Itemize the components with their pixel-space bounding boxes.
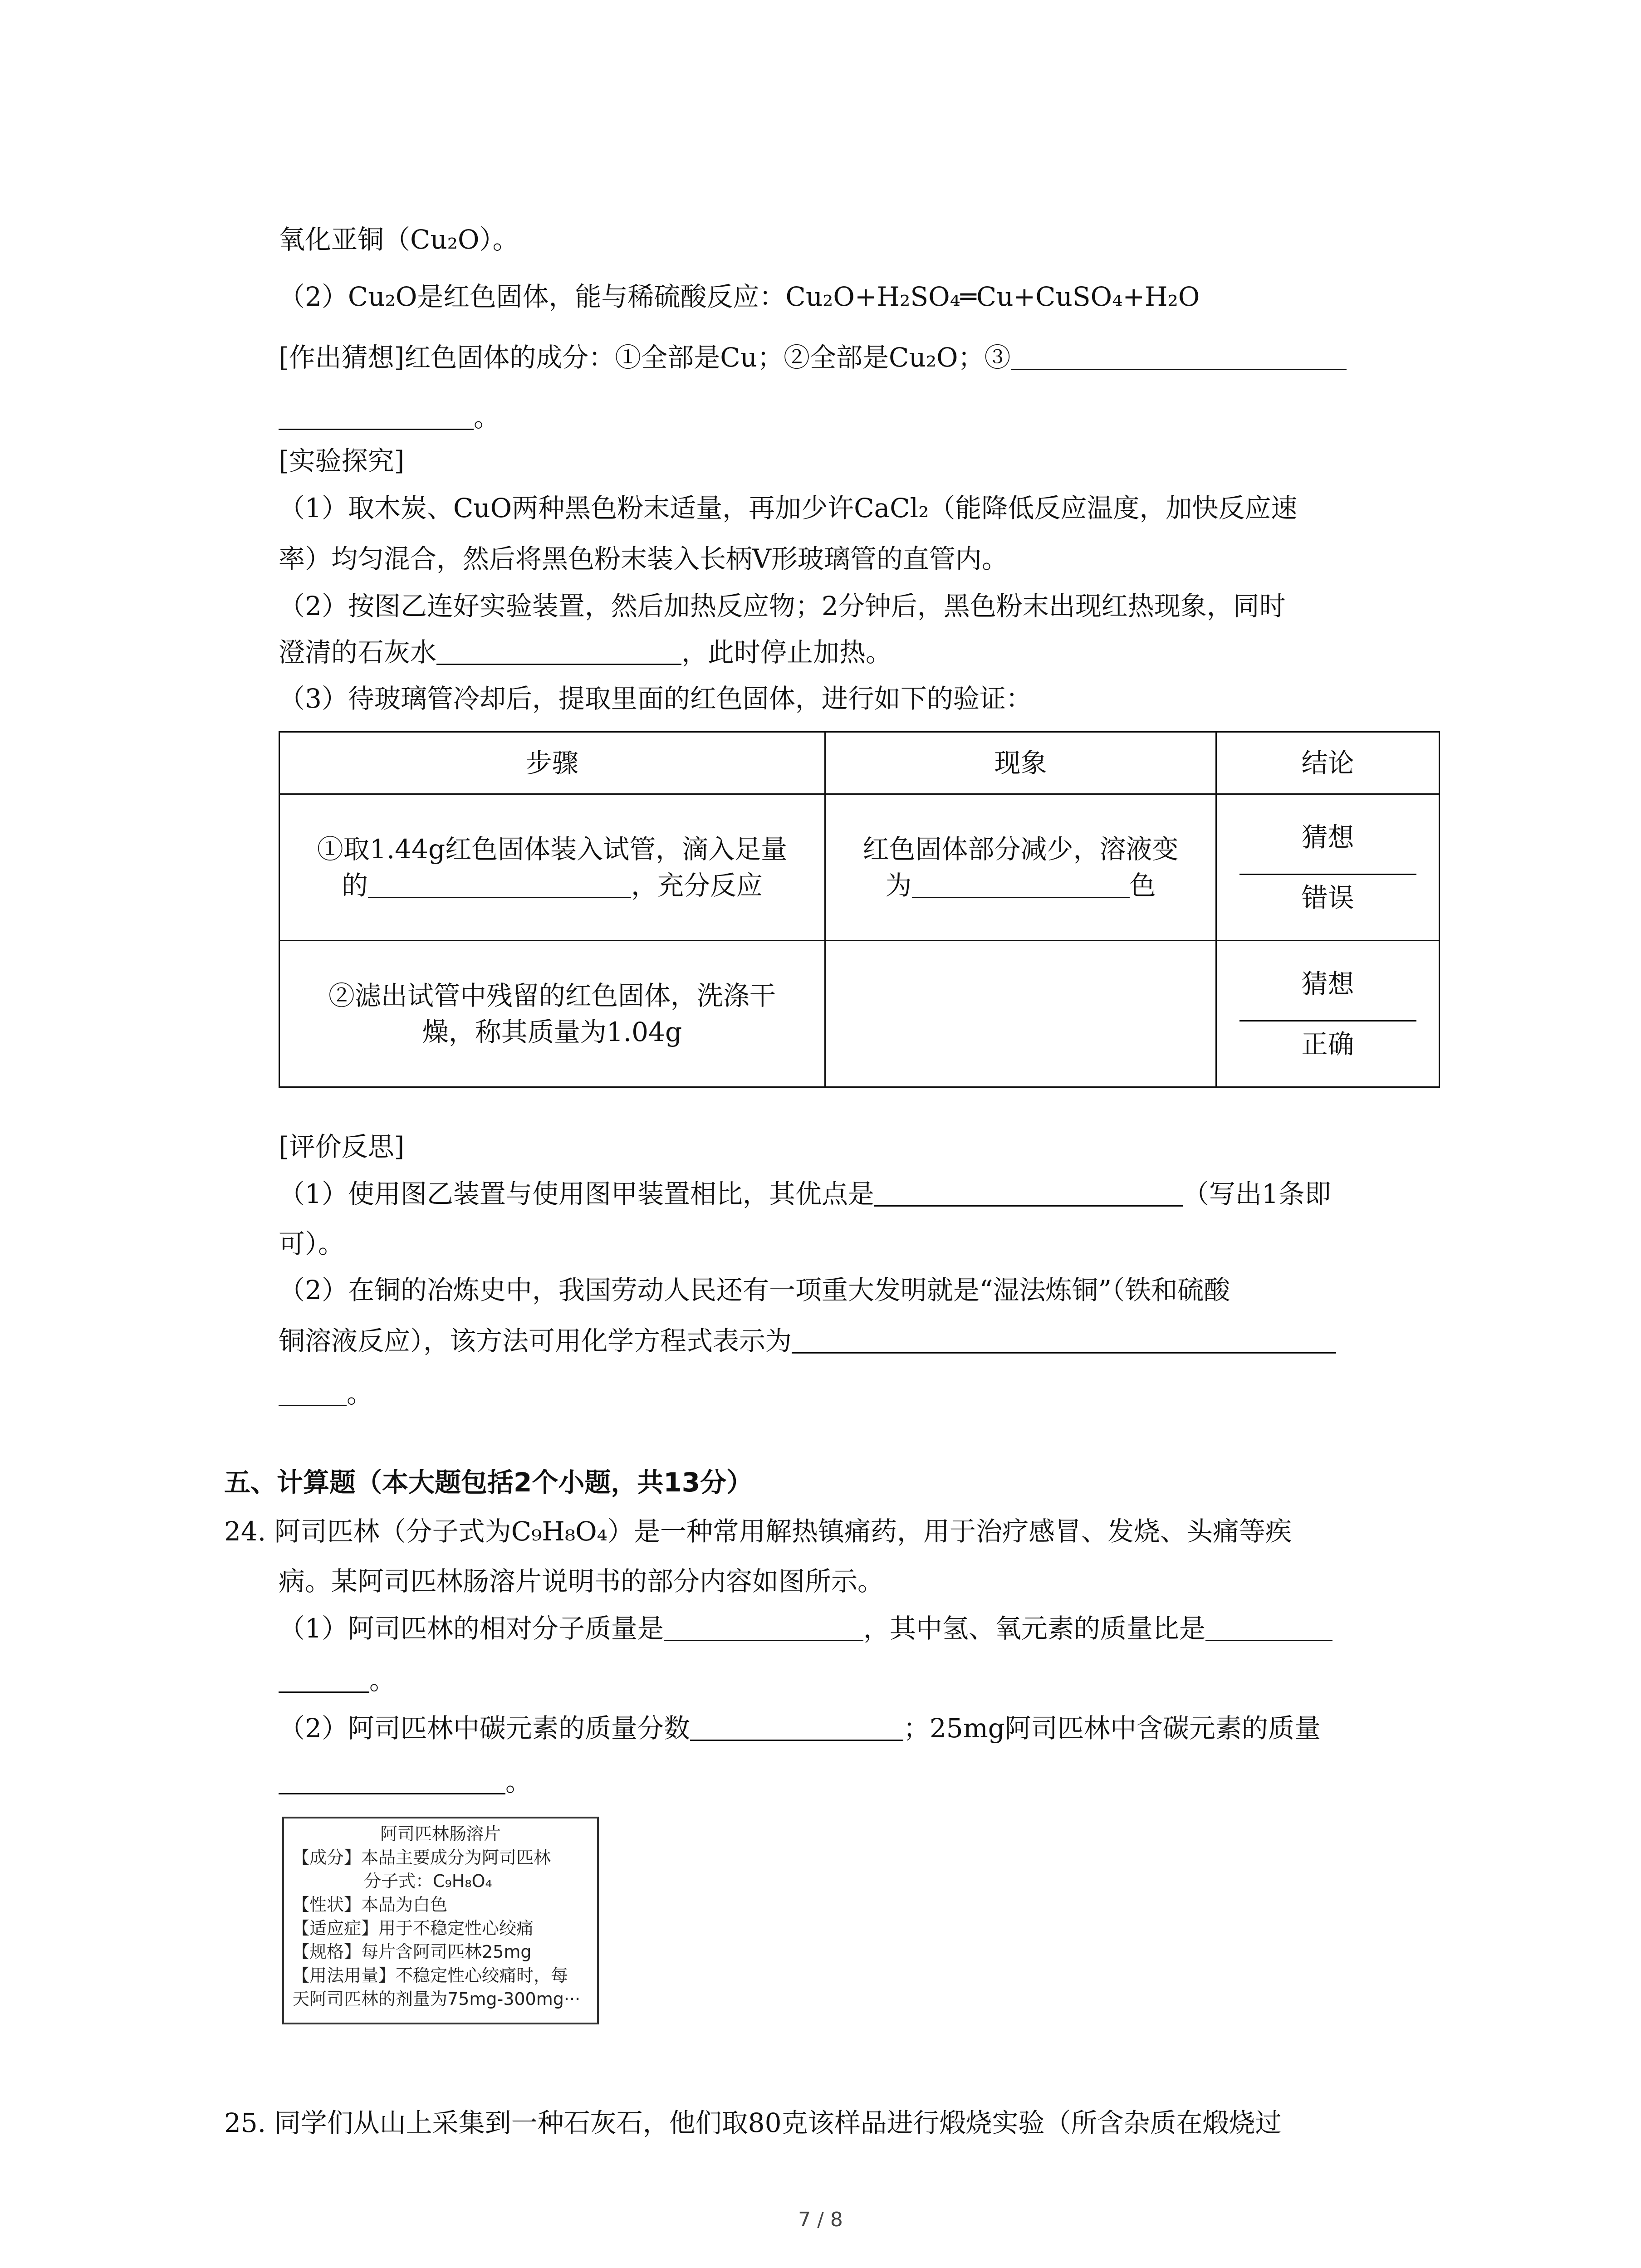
text-line: （2）按图乙连好实验装置，然后加热反应物；2分钟后，黑色粉末出现红热现象，同时	[279, 591, 1286, 621]
text-line: 澄清的石灰水 ，此时停止加热。	[279, 634, 892, 670]
answer-blank[interactable]	[912, 869, 1130, 898]
label-line: 【成分】本品主要成分为阿司匹林	[292, 1848, 551, 1867]
answer-blank[interactable]	[874, 1177, 1183, 1207]
table-header: 现象	[825, 732, 1216, 794]
answer-blank[interactable]	[690, 1711, 903, 1741]
table-row	[279, 941, 1440, 1087]
text-line: （2）Cu₂O是红色固体，能与稀硫酸反应：Cu₂O+H₂SO₄═Cu+CuSO₄+H₂O	[279, 281, 1200, 312]
table-header: 结论	[1216, 732, 1440, 794]
text-line: （1）使用图乙装置与使用图甲装置相比，其优点是 （写出1条即	[279, 1176, 1331, 1212]
text-line: （1）取木炭、CuO两种黑色粉末适量，再加少许CaCl₂（能降低反应温度，加快反应速	[279, 493, 1298, 523]
label-line: 天阿司匹林的剂量为75mg-300mg···	[292, 1989, 581, 2009]
text-line: 。	[279, 1375, 373, 1412]
text-line: [评价反思]	[279, 1131, 405, 1162]
text-line: 。	[279, 399, 500, 435]
table-cell: 红色固体部分减少，溶液变 为 色	[825, 794, 1216, 941]
answer-blank[interactable]	[1205, 1612, 1332, 1641]
answer-blank[interactable]	[279, 1765, 505, 1794]
text-line: （2）阿司匹林中碳元素的质量分数 ；25mg阿司匹林中含碳元素的质量	[279, 1710, 1321, 1746]
answer-blank[interactable]	[368, 869, 631, 898]
drug-label-image	[282, 1817, 599, 2024]
table-cell: ①取1.44g红色固体装入试管，滴入足量 的 ，充分反应	[279, 794, 825, 941]
table-cell: 猜想 正确	[1216, 941, 1440, 1087]
text-line: [作出猜想]红色固体的成分：①全部是Cu；②全部是Cu₂O；③	[279, 339, 1347, 376]
text-line: 25. 同学们从山上采集到一种石灰石，他们取80克该样品进行煅烧实验（所含杂质在煅烧过	[224, 2107, 1282, 2138]
table-row	[279, 794, 1440, 941]
answer-blank[interactable]	[1011, 341, 1347, 370]
label-title: 阿司匹林肠溶片	[380, 1824, 501, 1844]
text-line: （1）阿司匹林的相对分子质量是 ，其中氢、氧元素的质量比是	[279, 1610, 1332, 1647]
answer-blank[interactable]	[1239, 874, 1416, 875]
label-line: 【适应症】用于不稳定性心绞痛	[292, 1918, 534, 1938]
text-line: 病。某阿司匹林肠溶片说明书的部分内容如图所示。	[279, 1566, 884, 1597]
section-heading: 五、计算题（本大题包括2个小题，共13分）	[224, 1467, 753, 1498]
text-line: 率）均匀混合，然后将黑色粉末装入长柄V形玻璃管的直管内。	[279, 543, 1008, 574]
label-line: 分子式：C₉H₈O₄	[364, 1871, 492, 1891]
answer-blank[interactable]	[792, 1324, 1336, 1354]
answer-blank[interactable]	[279, 1377, 347, 1406]
answer-blank[interactable]	[664, 1612, 863, 1641]
label-line: 【用法用量】不稳定性心绞痛时，每	[292, 1965, 568, 1985]
table-cell	[825, 941, 1216, 1087]
text-line: 。	[279, 1764, 532, 1800]
text-line: （3）待玻璃管冷却后，提取里面的红色固体，进行如下的验证：	[279, 683, 1032, 714]
table-cell: 猜想 错误	[1216, 794, 1440, 941]
verification-table	[279, 731, 1440, 1088]
text-line: 。	[279, 1662, 396, 1698]
table-cell: ②滤出试管中残留的红色固体，洗涤干 燥，称其质量为1.04g	[279, 941, 825, 1087]
table-header: 步骤	[279, 732, 825, 794]
answer-blank[interactable]	[436, 635, 681, 665]
label-line: 【性状】本品为白色	[292, 1895, 448, 1915]
text-line: 24. 阿司匹林（分子式为C₉H₈O₄）是一种常用解热镇痛药，用于治疗感冒、发烧、头痛等疾	[224, 1516, 1292, 1547]
answer-blank[interactable]	[1239, 1020, 1416, 1022]
text-line: [实验探究]	[279, 445, 405, 476]
label-line: 【规格】每片含阿司匹林25mg	[292, 1942, 532, 1962]
text-line: 铜溶液反应），该方法可用化学方程式表示为	[279, 1323, 1336, 1359]
text-line: 氧化亚铜（Cu₂O）。	[279, 224, 519, 255]
answer-blank[interactable]	[279, 1663, 369, 1693]
page-number: 7 / 8	[798, 2208, 843, 2231]
text-line: （2）在铜的冶炼史中，我国劳动人民还有一项重大发明就是“湿法炼铜”（铁和硫酸	[279, 1275, 1230, 1305]
text-line: 可）。	[279, 1228, 345, 1259]
answer-blank[interactable]	[279, 401, 474, 430]
